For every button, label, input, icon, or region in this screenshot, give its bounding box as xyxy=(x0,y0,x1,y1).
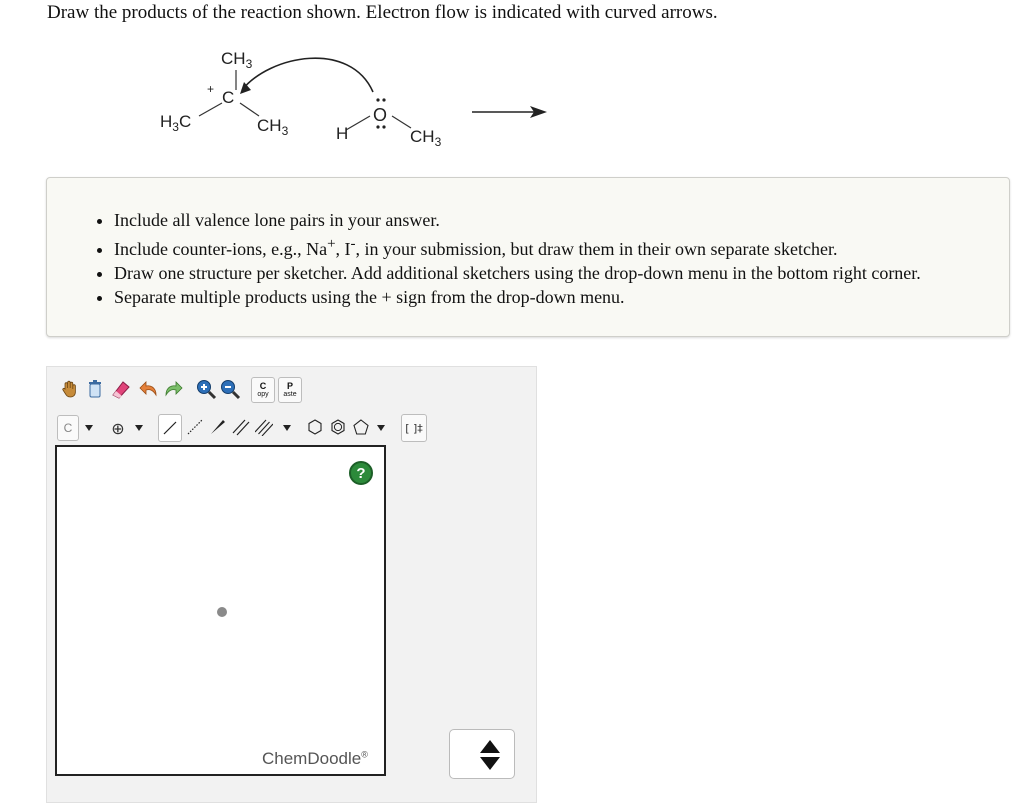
instruction-item: • Include counter-ions, e.g., Na+, I-, in your submission, but draw them in their own separate sketcher. xyxy=(114,232,921,261)
element-select[interactable]: C xyxy=(57,415,79,441)
chemdoodle-brand: ChemDoodle® xyxy=(262,749,368,768)
ring-dropdown-arrow[interactable] xyxy=(377,425,385,431)
copy-label-top: C xyxy=(259,380,267,391)
hash-bond-button[interactable] xyxy=(184,416,206,438)
double-bond-button[interactable] xyxy=(230,416,252,438)
label-h: H xyxy=(336,124,349,143)
bond-dropdown-arrow[interactable] xyxy=(283,425,291,431)
paste-label-bottom: aste xyxy=(283,390,297,398)
bond-c-h3c xyxy=(199,103,222,116)
wedge-bond-button[interactable] xyxy=(207,416,229,438)
zoom-out-icon xyxy=(219,378,241,400)
clear-button[interactable] xyxy=(84,378,106,400)
trash-icon xyxy=(86,379,104,399)
canvas-dot xyxy=(217,607,227,617)
drawing-canvas[interactable] xyxy=(55,445,386,776)
label-center-c: C xyxy=(222,88,235,107)
benzene-button[interactable] xyxy=(327,416,349,438)
instruction-item: • Draw one structure per sketcher. Add additional sketchers using the drop-down menu in the bottom right corner. xyxy=(114,261,921,285)
single-bond-icon xyxy=(162,420,178,436)
undo-button[interactable] xyxy=(138,378,160,400)
redo-icon xyxy=(162,379,184,399)
reaction-scheme xyxy=(0,0,600,170)
curved-electron-arrow xyxy=(242,58,373,92)
question-prompt: Draw the products of the reaction shown. Electron flow is indicated with curved arrows. xyxy=(47,2,718,23)
wedge-bond-icon xyxy=(209,418,227,436)
paste-label-top: P xyxy=(286,380,293,391)
pan-hand-button[interactable] xyxy=(59,378,81,400)
triple-bond-button[interactable] xyxy=(253,416,275,438)
label-charge: + xyxy=(207,82,215,96)
redo-button[interactable] xyxy=(162,378,184,400)
help-button[interactable]: ? xyxy=(349,461,373,485)
zoom-in-button[interactable] xyxy=(195,378,217,400)
label-o: O xyxy=(373,105,388,125)
double-bond-icon xyxy=(232,418,250,436)
instructions-list xyxy=(47,208,921,309)
label-h3c: $H_3C$ xyxy=(160,112,192,134)
spinner-arrows-icon xyxy=(450,730,516,780)
instruction-item: • Include all valence lone pairs in your answer. xyxy=(114,208,921,232)
zoom-in-icon xyxy=(195,378,217,400)
single-bond-button[interactable] xyxy=(158,414,182,442)
zoom-out-button[interactable] xyxy=(219,378,241,400)
cyclopentane-button[interactable] xyxy=(350,416,372,438)
dashed-bond-icon xyxy=(186,418,204,436)
eraser-icon xyxy=(110,378,132,400)
bracket-button[interactable]: [ ]‡ xyxy=(401,414,427,442)
label-top-ch3: $CH_3$ xyxy=(221,49,253,71)
triple-bond-icon xyxy=(255,418,273,436)
benzene-ring-icon xyxy=(329,418,347,436)
bond-o-ch3 xyxy=(392,116,411,128)
charge-dropdown-arrow[interactable] xyxy=(135,425,143,431)
label-right-ch3: $CH_3$ xyxy=(257,116,289,138)
instruction-item: • Separate multiple products using the + sign from the drop-down menu. xyxy=(114,285,921,309)
cyclohexane-button[interactable] xyxy=(304,416,326,438)
add-sketcher-spinner[interactable] xyxy=(449,729,515,779)
bond-c-ch3-right xyxy=(240,103,259,116)
instructions-box xyxy=(46,177,1010,337)
copy-button[interactable] xyxy=(251,377,275,403)
hexagon-ring-icon xyxy=(306,418,324,436)
paste-button[interactable] xyxy=(278,377,302,403)
copy-label-bottom: opy xyxy=(257,390,269,398)
eraser-button[interactable] xyxy=(110,378,132,400)
element-dropdown-arrow[interactable] xyxy=(85,425,93,431)
label-o-ch3: $CH_3$ xyxy=(410,127,442,149)
curved-arrow-head xyxy=(240,82,251,94)
undo-icon xyxy=(138,379,160,399)
hand-icon xyxy=(60,379,80,399)
bond-h-o xyxy=(346,116,370,130)
pentagon-ring-icon xyxy=(352,418,370,436)
charge-button[interactable]: ⊕ xyxy=(111,418,125,438)
